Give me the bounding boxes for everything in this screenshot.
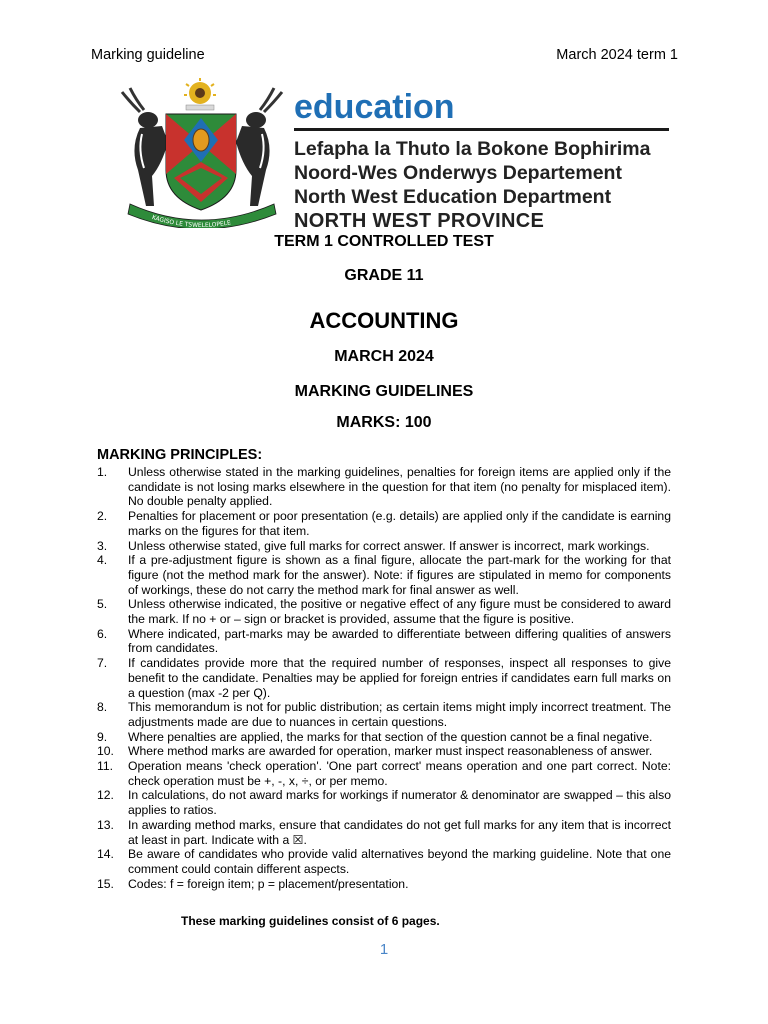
coat-of-arms-logo [116, 78, 288, 228]
list-item [97, 744, 671, 759]
crest-motto-text: KAGISO LE TSWELELOPELE [150, 213, 232, 228]
province-name: NORTH WEST PROVINCE [294, 210, 545, 232]
list-item-text: Unless otherwise stated in the marking guidelines, penalties for foreign items are applied only if the candidate is not losing marks elsewhere in the question for that item (no penalty for misplaced item). No double penalty applied. [128, 465, 671, 509]
list-item [97, 847, 671, 876]
list-item [97, 700, 671, 729]
test-title: TERM 1 CONTROLLED TEST [274, 233, 494, 250]
shield [166, 114, 236, 210]
list-item-text: If a pre-adjustment figure is shown as a final figure, allocate the part-mark for the working for that figure (not the method mark for the answer). Note: if figures are stipulated in memo for components of workings, these do not carry the method mark for final answer as well. [128, 553, 671, 597]
list-item-number: 8. [97, 700, 108, 715]
logo-divider [294, 128, 669, 131]
list-item-text: Codes: f = foreign item; p = placement/presentation. [128, 876, 409, 891]
list-item-text: Where method marks are awarded for operation, marker must inspect reasonableness of answer. [128, 744, 653, 759]
list-item [97, 597, 671, 626]
list-item-text: Unless otherwise indicated, the positive or negative effect of any figure must be considered to award the mark. If no + or – sign or bracket is provided, assume that the figure is positive. [128, 597, 671, 627]
list-item-number: 2. [97, 509, 108, 524]
list-item-text: Unless otherwise stated, give full marks for correct answer. If answer is incorrect, mark workings. [128, 538, 650, 553]
header-right-text: March 2024 term 1 [556, 47, 678, 63]
list-item [97, 818, 671, 847]
list-item-text: This memorandum is not for public distribution; as certain items might imply incorrect treatment. The adjustments made are due to nuances in certain questions. [128, 700, 671, 729]
list-item-text: Operation means 'check operation'. 'One part correct' means operation and one part correct. Note: check operation must be +, -, x, ÷, or per memo. [128, 759, 671, 788]
marks-title: MARKS: 100 [336, 414, 432, 431]
list-item-text: In calculations, do not award marks for workings if numerator & denominator are swapped – this also applies to ratios. [128, 788, 671, 818]
department-name-setswana: Lefapha la Thuto la Bokone Bophirima [294, 138, 651, 160]
date-title: MARCH 2024 [334, 348, 434, 365]
list-item [97, 759, 671, 788]
list-item-number: 6. [97, 626, 108, 641]
department-word: education [294, 88, 455, 126]
sun-emblem [184, 78, 216, 110]
list-item-number: 12. [97, 788, 114, 803]
list-item-number: 13. [97, 817, 114, 832]
list-item-text: In awarding method marks, ensure that candidates do not get full marks for any item that is incorrect at least in part. Indicate with a ☒. [128, 817, 671, 847]
list-item-text: Penalties for placement or poor presentation (e.g. details) are applied only if the candidate is earning marks on the figures for that item. [128, 509, 671, 538]
list-item-text: Be aware of candidates who provide valid alternatives beyond the marking guideline. Note that one comment could contain different aspects. [128, 847, 671, 876]
list-item [97, 553, 671, 597]
list-item-number: 4. [97, 553, 108, 568]
list-item-number: 3. [97, 538, 108, 553]
list-item-number: 5. [97, 597, 108, 612]
list-item [97, 465, 671, 509]
left-antelope-supporter [122, 88, 168, 206]
list-item [97, 539, 671, 554]
subject-title: ACCOUNTING [309, 308, 459, 333]
list-item-number: 11. [97, 759, 114, 774]
list-item-number: 14. [97, 847, 114, 862]
department-name-english: North West Education Department [294, 186, 612, 208]
department-logo-text [294, 88, 674, 233]
list-item-text: Where indicated, part-marks may be awarded to differentiate between differing qualities of answers from candidates. [128, 626, 671, 656]
list-item-text: If candidates provide more that the required number of responses, inspect all responses to give benefit to the candidate. Penalties may be applied for foreign entries if candidates earn full marks on a question (max -2 per Q). [128, 656, 671, 700]
page-number: 1 [379, 941, 389, 958]
header-left-text: Marking guideline [91, 47, 205, 63]
list-item-number: 9. [97, 729, 108, 744]
list-item-number: 15. [97, 876, 114, 891]
department-name-afrikaans: Noord-Wes Onderwys Departement [294, 162, 622, 184]
right-antelope-supporter [236, 88, 282, 206]
grade-title: GRADE 11 [344, 267, 424, 284]
page-count-note: These marking guidelines consist of 6 pages. [181, 914, 440, 928]
list-item-number: 10. [97, 744, 114, 759]
document-type-title: MARKING GUIDELINES [294, 383, 474, 400]
list-item [97, 877, 671, 892]
list-item [97, 788, 671, 817]
list-item-number: 7. [97, 656, 108, 671]
list-item-text: Where penalties are applied, the marks for that section of the question cannot be a final negative. [128, 729, 653, 744]
list-item [97, 509, 671, 538]
list-item [97, 730, 671, 745]
principles-list [97, 465, 671, 891]
principles-heading: MARKING PRINCIPLES: [97, 447, 263, 463]
list-item-number: 1. [97, 465, 108, 479]
list-item [97, 627, 671, 656]
list-item [97, 656, 671, 700]
